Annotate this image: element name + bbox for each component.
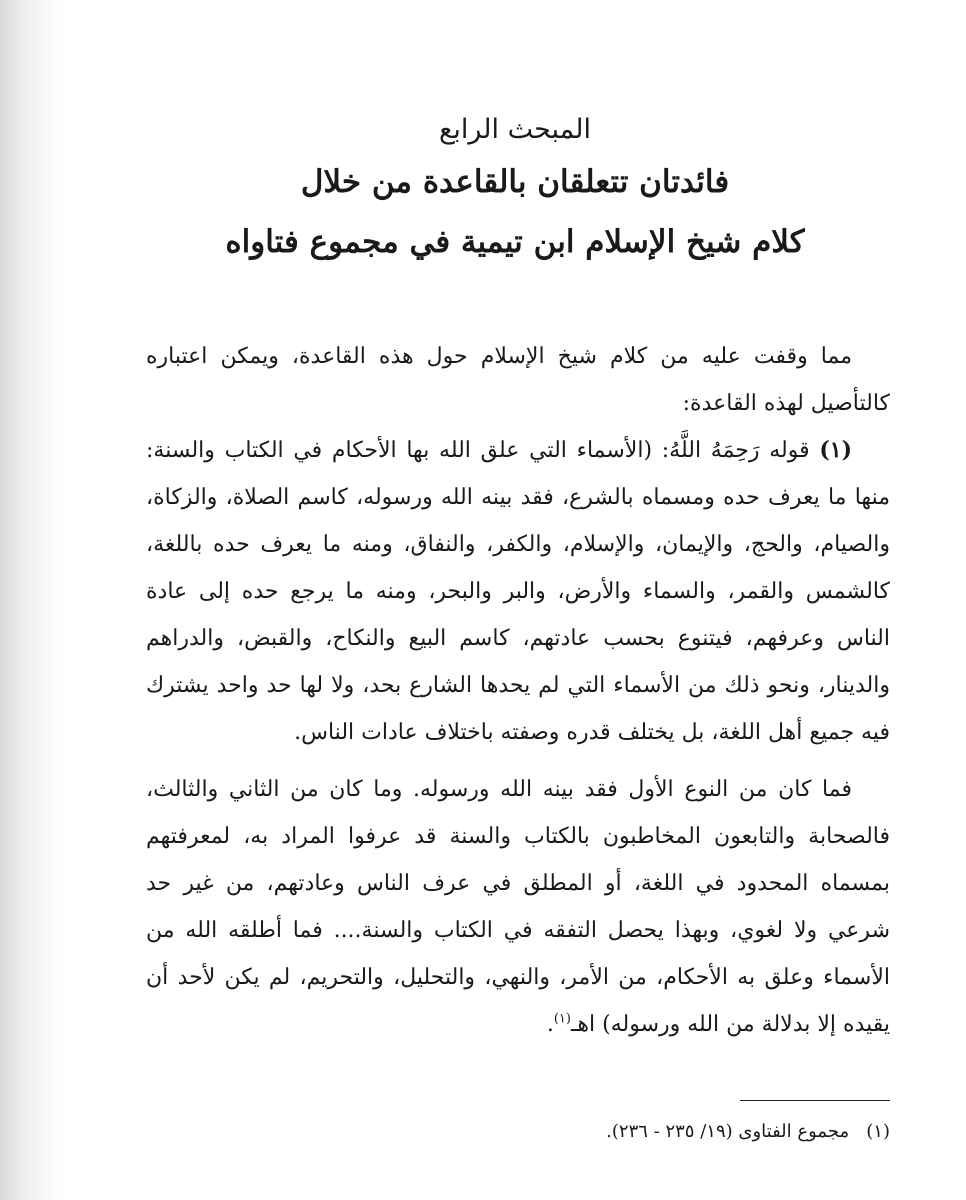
section-title-line-2: كلام شيخ الإسلام ابن تيمية في مجموع فتاواه	[225, 224, 805, 260]
body-text	[146, 333, 890, 1048]
section-title-line-1: فائدتان تتعلقان بالقاعدة من خلال	[300, 164, 730, 200]
section-subtitle: المبحث الرابع	[438, 114, 592, 145]
footnote-number: (١)	[866, 1121, 890, 1142]
quote-paragraph-1	[146, 427, 890, 756]
footnote-reference: (١)	[553, 1011, 571, 1027]
document-page	[64, 0, 966, 1200]
intro-paragraph: مما وقفت عليه من كلام شيخ الإسلام حول هذه القاعدة، ويمكن اعتباره كالتأصيل لهذه القاعدة:	[146, 344, 890, 416]
quote-text-2: فما كان من النوع الأول فقد بينه الله ورسوله. وما كان من الثاني والثالث، فالصحابة والتابعون المخاطبون بالكتاب والسنة قد عرفوا المراد به، لمعرفتهم بمسماه المحدود في اللغة، أو المطلق في عرف الناس وعادتهم، من غير حد شرعي ولا لغوي، وبهذا يحصل التفقه في الكتاب والسنة.... فما أطلقه الله من الأسماء وعلق به الأحكام، من الأمر، والنهي، والتحليل، والتحريم، لم يكن لأحد أن يقيده إلا بدلالة من الله ورسوله) اهـ	[146, 777, 890, 1037]
point-number: (١)	[819, 437, 852, 463]
footnote-text: مجموع الفتاوى (١٩/ ٢٣٥ - ٢٣٦).	[606, 1121, 850, 1142]
footnote	[146, 1112, 890, 1152]
section-heading	[64, 108, 966, 272]
page-edge-shadow	[0, 0, 64, 1200]
quote-paragraph-2	[146, 766, 890, 1048]
footnote-divider	[740, 1100, 890, 1101]
quote-end-mark: .	[546, 1012, 554, 1037]
quote-lead: قوله رَحِمَهُ اللَّهُ:	[661, 438, 810, 463]
quote-text-1: (الأسماء التي علق الله بها الأحكام في الكتاب والسنة: منها ما يعرف حده ومسماه بالشرع، فقد بينه الله ورسوله، كاسم الصلاة، والزكاة، والصيام، والحج، والإيمان، والإسلام، والكفر، والنفاق، ومنه ما يعرف حده باللغة، كالشمس والقمر، والسماء والأرض، والبر والبحر، ومنه ما يرجع حده إلى عادة الناس وعرفهم، فيتنوع بحسب عادتهم، كاسم البيع والنكاح، والقبض، والدراهم والدينار، ونحو ذلك من الأسماء التي لم يحدها الشارع بحد، ولا لها حد واحد يشترك فيه جميع أهل اللغة، بل يختلف قدره وصفته باختلاف عادات الناس.	[146, 438, 890, 745]
